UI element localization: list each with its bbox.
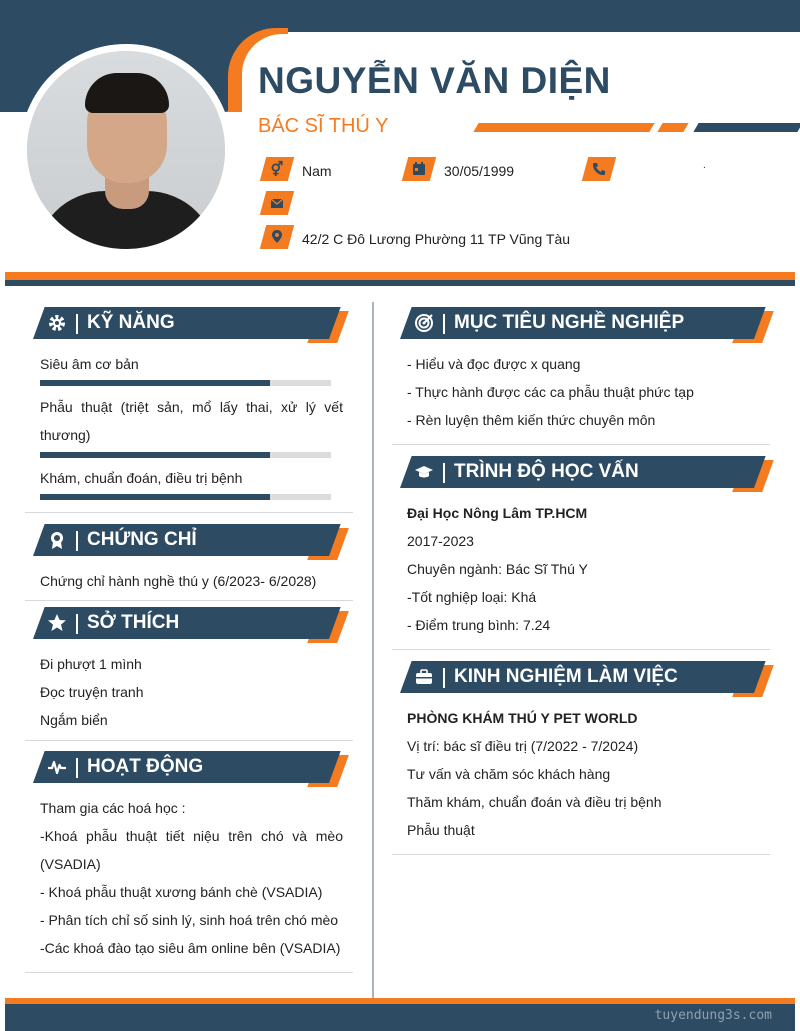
hobby-item: Ngắm biển bbox=[40, 712, 108, 728]
experience-line: Tư vấn và chăm sóc khách hàng bbox=[407, 766, 611, 782]
calendar-icon bbox=[405, 157, 433, 181]
gear-icon bbox=[45, 311, 69, 335]
objective-item: - Thực hành được các ca phẫu thuật phức tạp bbox=[407, 384, 694, 400]
activity-line: - Phân tích chỉ số sinh lý, sinh hoá trên chó mèo bbox=[40, 912, 339, 928]
award-icon bbox=[45, 528, 69, 552]
star-icon bbox=[45, 611, 69, 635]
dob-value: 30/05/1999 bbox=[444, 163, 515, 179]
title-bar-orange-1 bbox=[473, 123, 654, 132]
graduation-cap-icon bbox=[412, 460, 436, 484]
envelope-icon bbox=[263, 191, 291, 215]
skills-heading: KỸ NĂNG bbox=[33, 307, 329, 341]
header-divider-navy bbox=[5, 280, 795, 286]
activities-heading: HOẠT ĐỘNG bbox=[33, 751, 329, 785]
section-separator bbox=[25, 600, 353, 601]
watermark: tuyendung3s.com bbox=[654, 1008, 772, 1023]
phone-icon bbox=[585, 157, 613, 181]
section-separator bbox=[392, 444, 770, 445]
experience-line: Thăm khám, chuẩn đoán và điều trị bệnh bbox=[407, 794, 662, 810]
address-value: 42/2 C Đô Lương Phường 11 TP Vũng Tàu bbox=[302, 231, 571, 247]
section-separator bbox=[25, 740, 353, 741]
education-heading: TRÌNH ĐỘ HỌC VẤN bbox=[400, 456, 754, 490]
gender-icon: ⚥ bbox=[263, 157, 291, 181]
education-school: Đại Học Nông Lâm TP.HCM bbox=[407, 505, 588, 521]
education-line: 2017-2023 bbox=[407, 533, 474, 549]
objective-heading: MỤC TIÊU NGHỀ NGHIỆP bbox=[400, 307, 754, 341]
skill-bar bbox=[40, 494, 331, 500]
skill-bar bbox=[40, 452, 331, 458]
title-bar-orange-2 bbox=[657, 123, 688, 132]
hobbies-heading: SỞ THÍCH bbox=[33, 607, 329, 641]
activity-line: (VSADIA) bbox=[40, 856, 101, 872]
target-icon bbox=[412, 311, 436, 335]
gender-value: Nam bbox=[302, 163, 332, 179]
header-divider-orange bbox=[5, 272, 795, 280]
hobby-item: Đi phượt 1 mình bbox=[40, 656, 142, 672]
objective-item: - Hiểu và đọc được x quang bbox=[407, 356, 581, 372]
activity-line: -Khoá phẫu thuật tiết niệu trên chó và mèo bbox=[40, 828, 343, 844]
title-bar-navy bbox=[693, 123, 800, 132]
education-line: -Tốt nghiệp loại: Khá bbox=[407, 589, 537, 605]
avatar bbox=[27, 51, 225, 249]
location-icon bbox=[263, 225, 291, 249]
column-divider bbox=[372, 302, 374, 1004]
skill-bar-fill bbox=[40, 494, 270, 500]
pulse-icon bbox=[45, 755, 69, 779]
skill-label: Siêu âm cơ bản bbox=[40, 356, 139, 372]
phone-dot: . bbox=[703, 160, 706, 171]
education-line: - Điểm trung bình: 7.24 bbox=[407, 617, 551, 633]
skill-bar-fill bbox=[40, 380, 270, 386]
education-line: Chuyên ngành: Bác Sĩ Thú Y bbox=[407, 561, 588, 577]
section-separator bbox=[392, 649, 770, 650]
briefcase-icon bbox=[412, 665, 436, 689]
candidate-title: BÁC SĨ THÚ Y bbox=[258, 115, 389, 137]
certificates-heading: CHỨNG CHỈ bbox=[33, 524, 329, 558]
activity-line: Tham gia các hoá học : bbox=[40, 800, 186, 816]
activity-line: -Các khoá đào tạo siêu âm online bên (VSADIA) bbox=[40, 940, 341, 956]
certificate-item: Chứng chỉ hành nghề thú y (6/2023- 6/2028) bbox=[40, 573, 317, 589]
experience-heading: KINH NGHIỆM LÀM VIỆC bbox=[400, 661, 754, 695]
objective-item: - Rèn luyện thêm kiến thức chuyên môn bbox=[407, 412, 656, 428]
skill-label: Khám, chuẩn đoán, điều trị bệnh bbox=[40, 470, 243, 486]
hobby-item: Đọc truyện tranh bbox=[40, 684, 144, 700]
activity-line: - Khoá phẫu thuật xương bánh chè (VSADIA) bbox=[40, 884, 323, 900]
section-separator bbox=[392, 854, 770, 855]
skill-bar bbox=[40, 380, 331, 386]
candidate-name: NGUYỄN VĂN DIỆN bbox=[258, 60, 611, 101]
skill-bar-fill bbox=[40, 452, 270, 458]
section-separator bbox=[25, 512, 353, 513]
experience-company: PHÒNG KHÁM THÚ Y PET WORLD bbox=[407, 710, 638, 726]
section-separator bbox=[25, 972, 353, 973]
experience-line: Vị trí: bác sĩ điều trị (7/2022 - 7/2024) bbox=[407, 738, 639, 754]
experience-line: Phẫu thuật bbox=[407, 822, 475, 838]
skill-label: Phẫu thuật (triệt sản, mổ lấy thai, xử lý vết bbox=[40, 399, 343, 415]
skill-label-cont: thương) bbox=[40, 427, 91, 443]
